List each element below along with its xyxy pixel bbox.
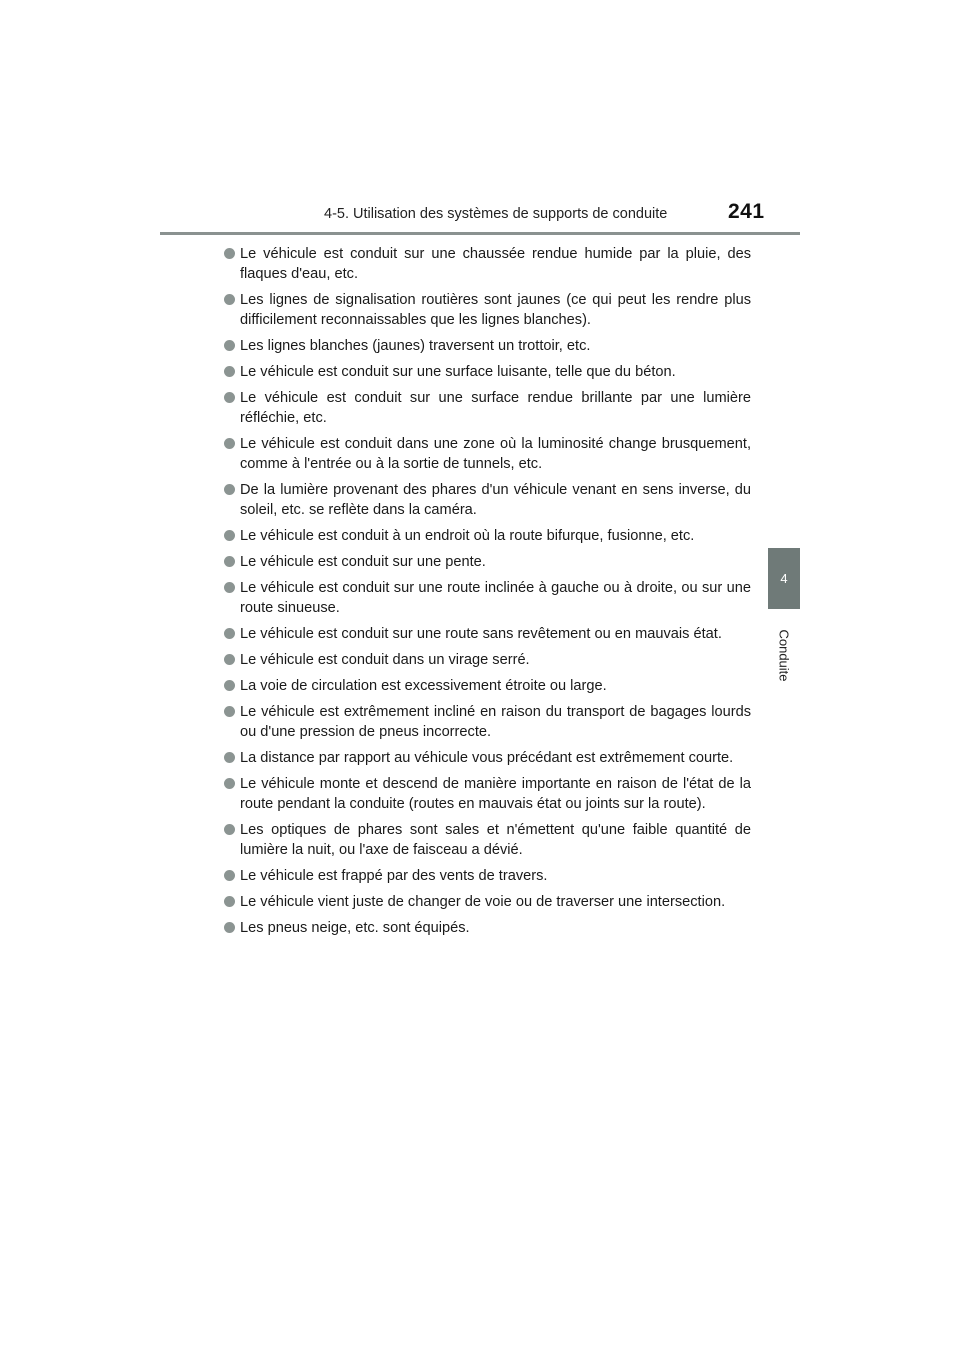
bullet-icon — [224, 752, 235, 763]
list-item-text: La distance par rapport au véhicule vous précédant est extrêmement courte. — [240, 750, 734, 766]
list-item-text: Le véhicule est conduit dans un virage serré. — [240, 652, 530, 668]
list-item — [224, 748, 751, 768]
bullet-icon — [224, 870, 235, 881]
list-item — [224, 774, 751, 814]
list-item-text: Le véhicule est conduit sur une surface luisante, telle que du béton. — [240, 364, 676, 380]
bullet-icon — [224, 654, 235, 665]
bullet-icon — [224, 582, 235, 593]
list-item — [224, 820, 751, 860]
list-item — [224, 244, 751, 284]
page-number: 241 — [728, 200, 765, 223]
list-item — [224, 918, 751, 938]
list-item-text: Les lignes blanches (jaunes) traversent un trottoir, etc. — [240, 338, 591, 354]
chapter-label: Conduite — [776, 629, 792, 682]
list-item-text: Le véhicule est frappé par des vents de travers. — [240, 868, 548, 884]
bullet-icon — [224, 392, 235, 403]
list-item — [224, 866, 751, 886]
list-item — [224, 702, 751, 742]
bullet-icon — [224, 680, 235, 691]
bullet-icon — [224, 530, 235, 541]
list-item — [224, 290, 751, 330]
page-header — [160, 198, 800, 234]
bullet-icon — [224, 366, 235, 377]
bullet-icon — [224, 922, 235, 933]
list-item-text: Le véhicule est conduit à un endroit où la route bifurque, fusionne, etc. — [240, 528, 695, 544]
list-item-text: Le véhicule est conduit sur une chaussée rendue humide par la pluie, des flaques d'eau, etc. — [240, 246, 751, 282]
chapter-number: 4 — [780, 571, 788, 586]
list-item — [224, 650, 751, 670]
list-item — [224, 892, 751, 912]
list-item — [224, 676, 751, 696]
list-item-text: Le véhicule est conduit sur une route sans revêtement ou en mauvais état. — [240, 626, 722, 642]
list-item-text: Les lignes de signalisation routières sont jaunes (ce qui peut les rendre plus difficilement reconnaissables que les lignes blanches). — [240, 292, 751, 328]
list-item — [224, 578, 751, 618]
bullet-icon — [224, 484, 235, 495]
list-item — [224, 336, 751, 356]
bullet-icon — [224, 294, 235, 305]
list-item-text: Le véhicule est conduit sur une pente. — [240, 554, 486, 570]
list-item-text: Le véhicule est extrêmement incliné en raison du transport de bagages lourds ou d'une pression de pneus incorrecte. — [240, 704, 751, 740]
list-item-text: Les pneus neige, etc. sont équipés. — [240, 920, 470, 936]
bullet-icon — [224, 896, 235, 907]
section-title: 4-5. Utilisation des systèmes de supports de conduite — [324, 206, 668, 222]
list-item-text: Les optiques de phares sont sales et n'émettent qu'une faible quantité de lumière la nuit, ou l'axe de faisceau a dévié. — [240, 822, 751, 858]
list-item — [224, 362, 751, 382]
list-item-text: Le véhicule est conduit dans une zone où la luminosité change brusquement, comme à l'entrée ou à la sortie de tunnels, etc. — [240, 436, 751, 472]
list-item — [224, 434, 751, 474]
list-item-text: Le véhicule est conduit sur une route inclinée à gauche ou à droite, ou sur une route sinueuse. — [240, 580, 751, 616]
list-item — [224, 388, 751, 428]
list-item-text: De la lumière provenant des phares d'un véhicule venant en sens inverse, du soleil, etc. se reflète dans la caméra. — [240, 482, 751, 518]
list-item — [224, 552, 751, 572]
chapter-tab — [768, 548, 800, 609]
bullet-icon — [224, 778, 235, 789]
list-item-text: Le véhicule est conduit sur une surface rendue brillante par une lumière réfléchie, etc. — [240, 390, 751, 426]
bullet-icon — [224, 706, 235, 717]
bullet-icon — [224, 340, 235, 351]
header-divider — [160, 232, 800, 235]
bullet-icon — [224, 248, 235, 259]
bullet-icon — [224, 628, 235, 639]
bullet-icon — [224, 438, 235, 449]
list-item-text: La voie de circulation est excessivement étroite ou large. — [240, 678, 607, 694]
list-item — [224, 624, 751, 644]
list-item-text: Le véhicule monte et descend de manière importante en raison de l'état de la route pendant la conduite (routes en mauvais état ou joints sur la route). — [240, 776, 751, 812]
list-item — [224, 526, 751, 546]
bullet-icon — [224, 824, 235, 835]
bullet-list — [224, 244, 751, 944]
list-item-text: Le véhicule vient juste de changer de voie ou de traverser une intersection. — [240, 894, 726, 910]
bullet-icon — [224, 556, 235, 567]
list-item — [224, 480, 751, 520]
